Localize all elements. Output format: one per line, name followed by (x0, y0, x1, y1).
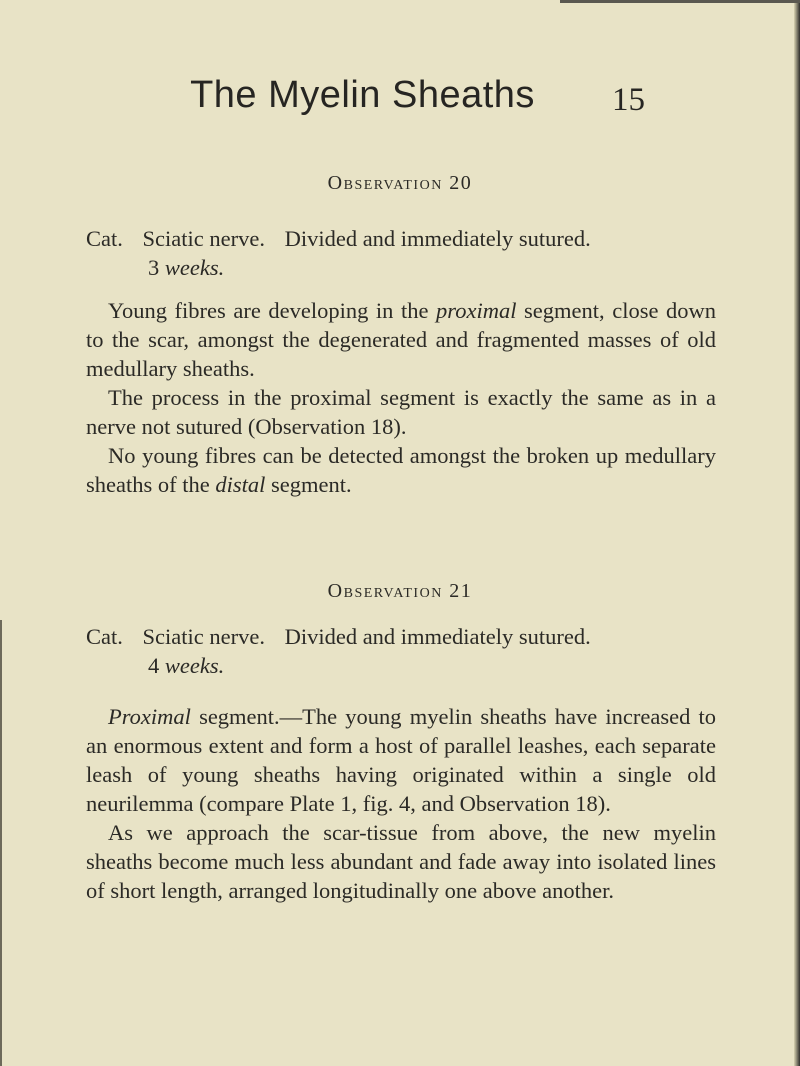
observation-21-case (86, 622, 716, 651)
observation-21-duration (86, 651, 716, 680)
duration-unit: weeks. (164, 255, 225, 280)
term-proximal: Proximal (108, 704, 191, 729)
observation-20-heading: Observation 20 (327, 172, 473, 194)
term-distal: distal (215, 472, 266, 497)
scan-edge-top (560, 0, 800, 3)
duration-number: 3 (148, 255, 160, 280)
scan-edge-right (794, 0, 800, 1066)
scan-edge-left (0, 620, 2, 1066)
observation-20-case (86, 224, 716, 253)
observation-21-heading: Observation 21 (327, 580, 473, 602)
observation-21-paragraph-2: As we approach the scar-tissue from above, the new myelin sheaths become much less abundant and fade away into isolated lines of short length, arranged longitudinally one above another. (86, 820, 716, 903)
observation-20-duration (86, 253, 716, 282)
page-number: 15 (612, 82, 645, 118)
duration-number: 4 (148, 653, 160, 678)
case-animal: Cat. (86, 226, 123, 251)
observation-20-body (86, 224, 716, 499)
term-proximal: proximal (436, 298, 517, 323)
case-nerve: Sciatic nerve. (142, 226, 265, 251)
case-procedure: Divided and immediately sutured. (284, 226, 591, 251)
running-title: The Myelin Sheaths (190, 74, 535, 116)
observation-20-paragraph-3: No young fibres can be detected amongst the broken up medullary sheaths of the distal segment. (86, 443, 716, 497)
observation-20-paragraph-2: The process in the proximal segment is exactly the same as in a nerve not sutured (Observation 18). (86, 385, 716, 439)
case-procedure: Divided and immediately sutured. (284, 624, 591, 649)
case-animal: Cat. (86, 624, 123, 649)
observation-20-paragraph-1: Young fibres are developing in the proximal segment, close down to the scar, amongst the degenerated and fragmented masses of old medullary sheaths. (86, 298, 716, 381)
observation-21-body (86, 622, 716, 905)
duration-unit: weeks. (164, 653, 225, 678)
case-nerve: Sciatic nerve. (142, 624, 265, 649)
observation-21-paragraph-1: Proximal segment.—The young myelin sheaths have increased to an enormous extent and form a host of parallel leashes, each separate leash of young sheaths having originated within a single old neurilemma (compare Plate 1, fig. 4, and Observation 18). (86, 704, 716, 816)
